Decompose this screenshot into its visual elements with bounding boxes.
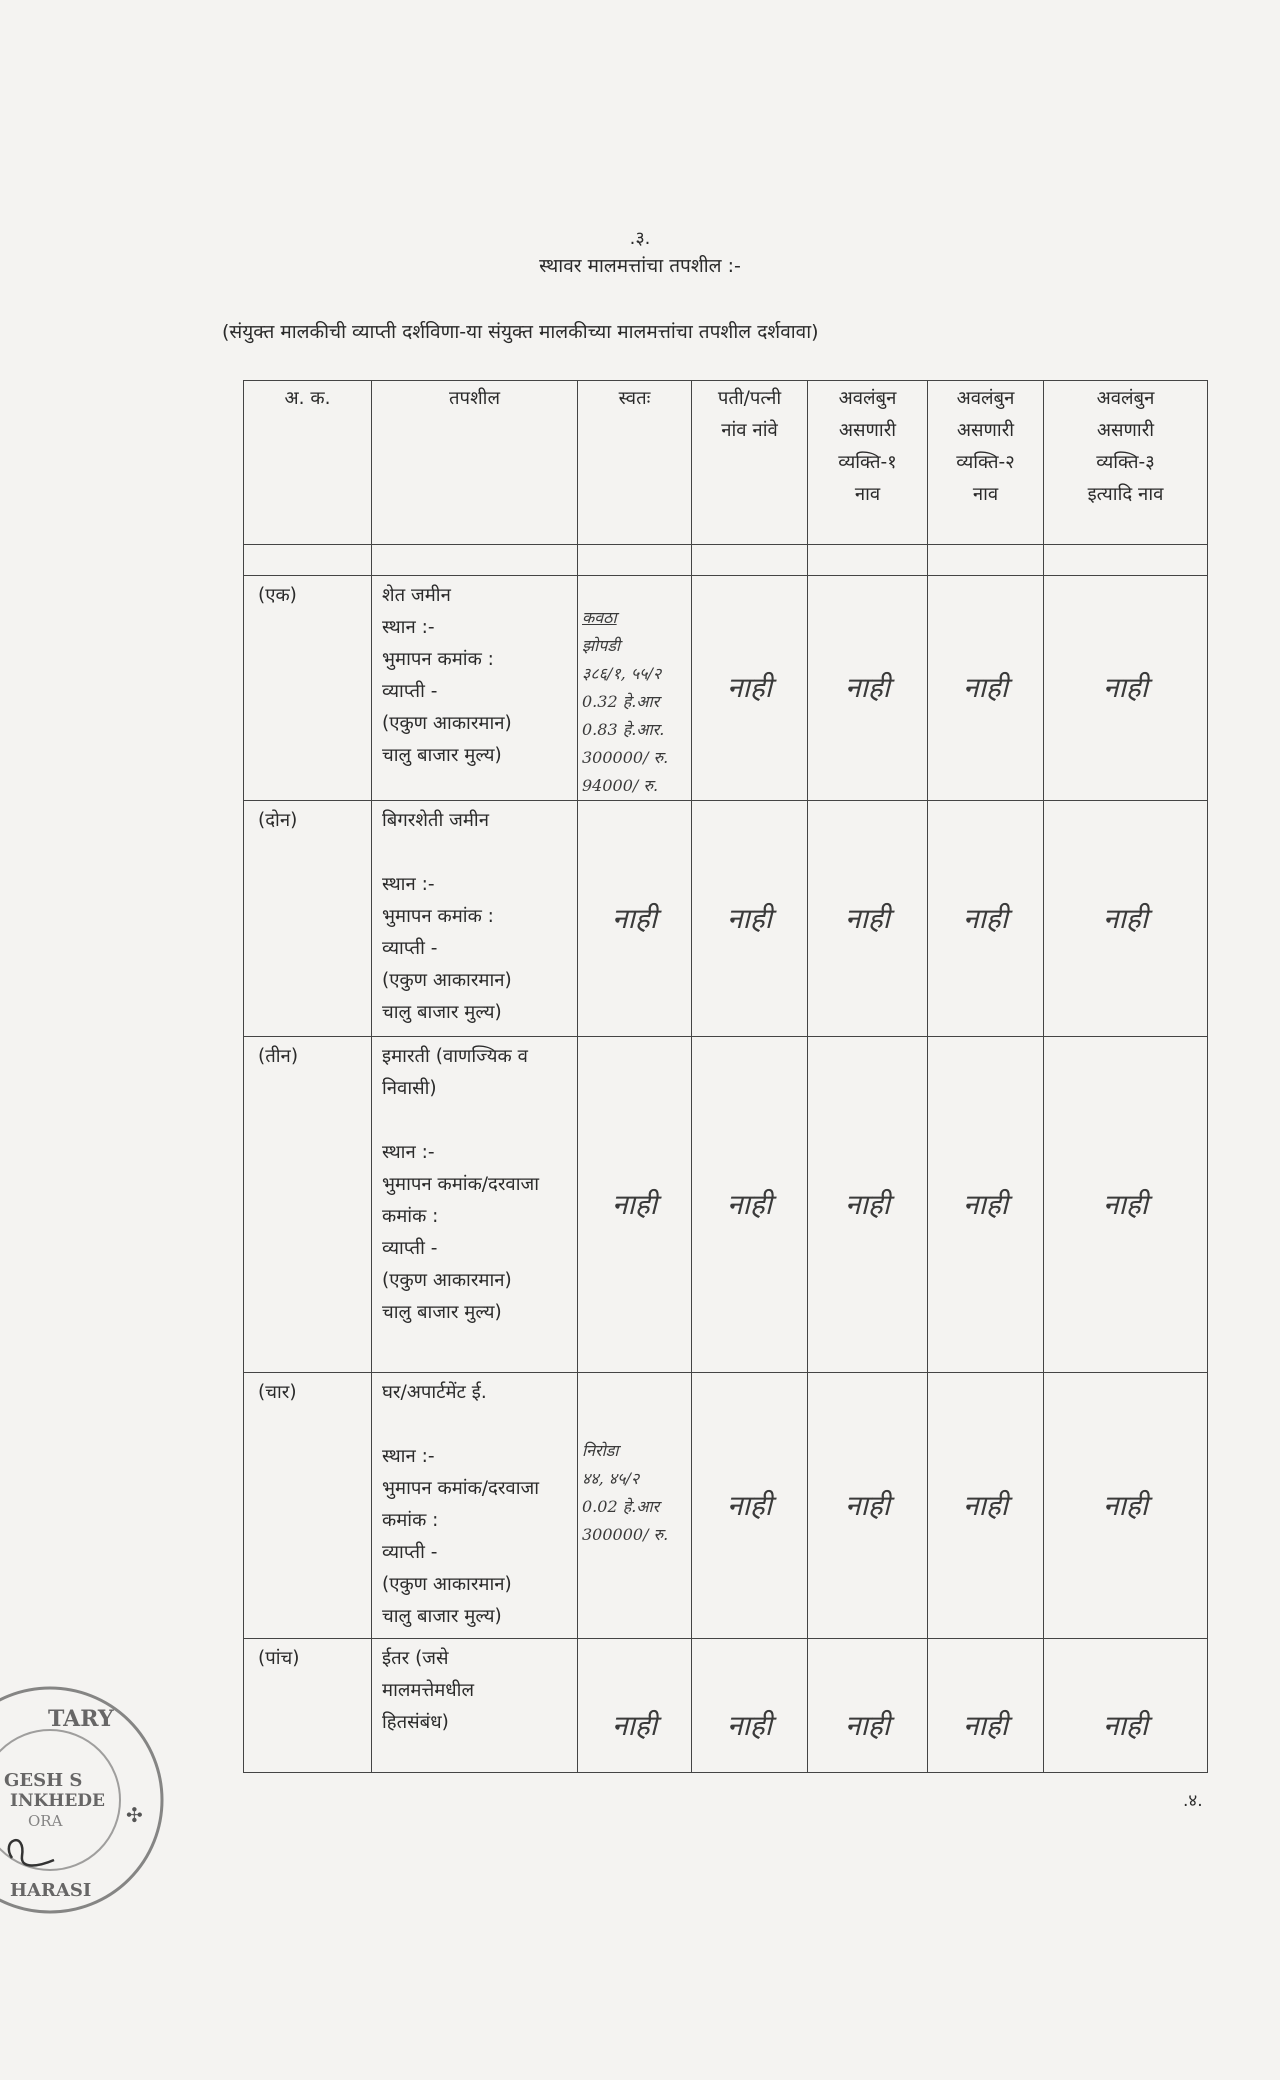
table-row: [244, 1373, 1208, 1639]
handwritten-nahi: नाही: [692, 576, 808, 801]
handwritten-nahi: नाही: [692, 1037, 808, 1373]
table-row: [244, 1639, 1208, 1773]
col-header-dependent-1: अवलंबुन असणारी व्यक्ति-१ नाव: [808, 381, 928, 545]
handwritten-nahi: नाही: [1044, 576, 1208, 801]
row-number: (एक): [244, 576, 372, 801]
row-number: (दोन): [244, 801, 372, 1037]
seal-star-icon: ✣: [126, 1803, 143, 1827]
row-details: बिगरशेती जमीन स्थान :- भुमापन कमांक : व्याप्ती - (एकुण आकारमान) चालु बाजार मुल्य): [372, 801, 578, 1037]
seal-text-line: GESH S: [4, 1770, 83, 1791]
handwritten-nahi: नाही: [578, 801, 692, 1037]
next-page-number: .४.: [1183, 1791, 1203, 1811]
handwritten-nahi: नाही: [928, 576, 1044, 801]
handwritten-nahi: नाही: [808, 801, 928, 1037]
col-header-spouse: पती/पत्नी नांव नांवे: [692, 381, 808, 545]
handwritten-nahi: नाही: [928, 1639, 1044, 1773]
row-number: (चार): [244, 1373, 372, 1639]
handwritten-nahi: नाही: [808, 576, 928, 801]
col-header-serial: अ. क.: [244, 381, 372, 545]
handwritten-nahi: नाही: [578, 1639, 692, 1773]
table-row: [244, 801, 1208, 1037]
seal-text-line: INKHEDE: [10, 1791, 105, 1811]
handwritten-nahi: नाही: [1044, 1373, 1208, 1639]
handwritten-nahi: नाही: [928, 1037, 1044, 1373]
self-handwritten-entry: कवठा झोपडी ३८६/१, ५५/२ 0.32 हे.आर 0.83 हे.आर. 300000/ रु. 94000/ रु.: [578, 576, 692, 801]
handwritten-nahi: नाही: [808, 1037, 928, 1373]
table-row: [244, 1037, 1208, 1373]
seal-text-line: ORA: [28, 1812, 63, 1830]
handwritten-nahi: नाही: [692, 1373, 808, 1639]
seal-text-top: TARY: [48, 1706, 114, 1732]
row-details: इमारती (वाणज्यिक व निवासी) स्थान :- भुमापन कमांक/दरवाजा कमांक : व्याप्ती - (एकुण आकारमान) चालु बाजार मुल्य): [372, 1037, 578, 1373]
row-number: (पांच): [244, 1639, 372, 1773]
page-number: .३.: [629, 228, 651, 249]
page-title: स्थावर मालमत्तांचा तपशील :-: [539, 255, 741, 277]
col-header-dependent-3: अवलंबुन असणारी व्यक्ति-३ इत्यादि नाव: [1044, 381, 1208, 545]
handwritten-nahi: नाही: [808, 1373, 928, 1639]
handwritten-nahi: नाही: [1044, 801, 1208, 1037]
handwritten-nahi: नाही: [692, 801, 808, 1037]
handwritten-nahi: नाही: [928, 801, 1044, 1037]
notary-seal-stamp: [0, 1680, 170, 1920]
handwritten-nahi: नाही: [1044, 1639, 1208, 1773]
col-header-self: स्वतः: [578, 381, 692, 545]
table-row: [244, 576, 1208, 801]
row-details: शेत जमीन स्थान :- भुमापन कमांक : व्याप्ती - (एकुण आकारमान) चालु बाजार मुल्य): [372, 576, 578, 801]
col-header-details: तपशील: [372, 381, 578, 545]
seal-text-bottom: HARASI: [10, 1880, 92, 1901]
handwritten-nahi: नाही: [808, 1639, 928, 1773]
handwritten-nahi: नाही: [1044, 1037, 1208, 1373]
immovable-assets-table: [243, 380, 1208, 1773]
handwritten-nahi: नाही: [578, 1037, 692, 1373]
blank-row: [244, 545, 1208, 576]
instruction-note: (संयुक्त मालकीची व्याप्ती दर्शविणा-या संयुक्त मालकीच्या मालमत्तांचा तपशील दर्शवावा): [222, 321, 819, 343]
col-header-dependent-2: अवलंबुन असणारी व्यक्ति-२ नाव: [928, 381, 1044, 545]
row-details: ईतर (जसे मालमत्तेमधील हितसंबंध): [372, 1639, 578, 1773]
handwritten-nahi: नाही: [692, 1639, 808, 1773]
row-details: घर/अपार्टमेंट ई. स्थान :- भुमापन कमांक/दरवाजा कमांक : व्याप्ती - (एकुण आकारमान) चालु बाजार मुल्य): [372, 1373, 578, 1639]
handwritten-nahi: नाही: [928, 1373, 1044, 1639]
self-handwritten-entry: निरोडा ४४, ४५/२ 0.02 हे.आर 300000/ रु.: [578, 1373, 692, 1639]
row-number: (तीन): [244, 1037, 372, 1373]
